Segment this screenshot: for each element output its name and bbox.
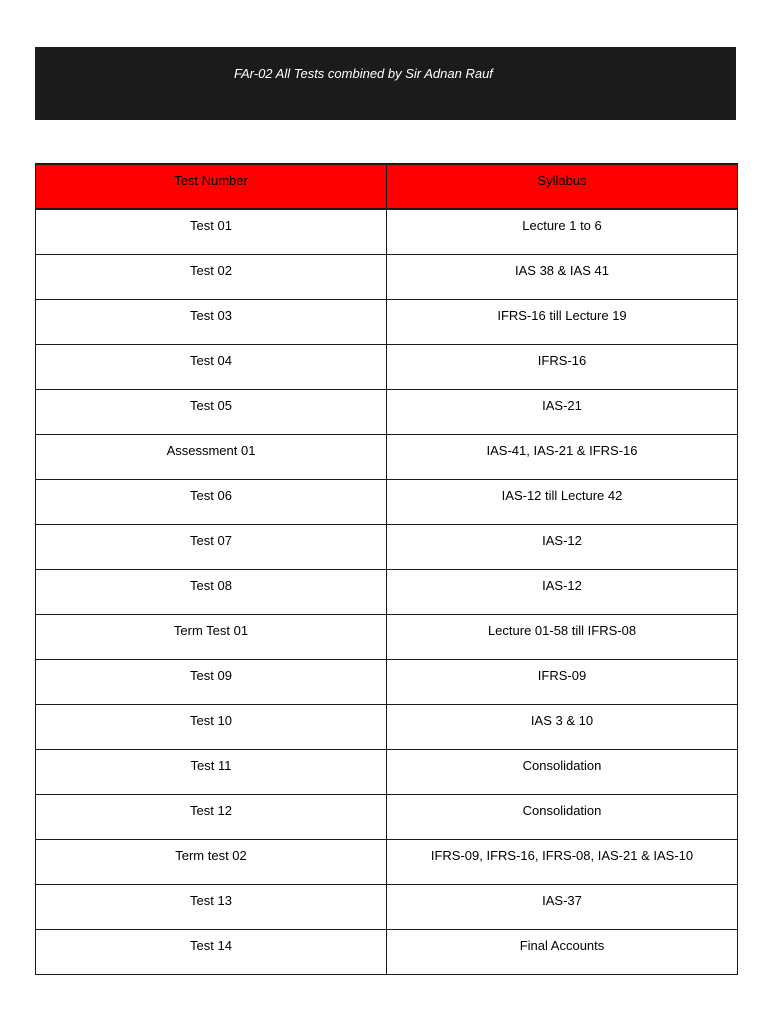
- document-title: FAr-02 All Tests combined by Sir Adnan Rauf: [234, 66, 493, 81]
- cell-syllabus: IAS-37: [387, 884, 738, 929]
- cell-test-number: Test 03: [36, 299, 387, 344]
- table-row: [36, 569, 738, 614]
- cell-test-number: Test 09: [36, 659, 387, 704]
- tests-table: [35, 163, 738, 975]
- cell-test-number: Test 07: [36, 524, 387, 569]
- cell-test-number: Test 12: [36, 794, 387, 839]
- table-row: [36, 209, 738, 254]
- cell-syllabus: IAS 38 & IAS 41: [387, 254, 738, 299]
- table-row: [36, 434, 738, 479]
- cell-test-number: Assessment 01: [36, 434, 387, 479]
- cell-test-number: Term test 02: [36, 839, 387, 884]
- cell-syllabus: IAS-12: [387, 569, 738, 614]
- cell-test-number: Test 01: [36, 209, 387, 254]
- cell-test-number: Test 11: [36, 749, 387, 794]
- cell-test-number: Test 06: [36, 479, 387, 524]
- cell-test-number: Test 04: [36, 344, 387, 389]
- cell-syllabus: Lecture 1 to 6: [387, 209, 738, 254]
- title-banner: [35, 47, 736, 120]
- table-row: [36, 254, 738, 299]
- table-row: [36, 929, 738, 974]
- table-row: [36, 524, 738, 569]
- table-row: [36, 299, 738, 344]
- cell-syllabus: IFRS-09: [387, 659, 738, 704]
- cell-test-number: Test 02: [36, 254, 387, 299]
- cell-syllabus: IAS-12 till Lecture 42: [387, 479, 738, 524]
- cell-syllabus: IAS-12: [387, 524, 738, 569]
- cell-syllabus: IAS-41, IAS-21 & IFRS-16: [387, 434, 738, 479]
- cell-syllabus: Consolidation: [387, 794, 738, 839]
- table-header-row: [36, 164, 738, 209]
- cell-syllabus: Final Accounts: [387, 929, 738, 974]
- table-row: [36, 479, 738, 524]
- table-row: [36, 749, 738, 794]
- cell-syllabus: IFRS-16 till Lecture 19: [387, 299, 738, 344]
- table-row: [36, 344, 738, 389]
- header-syllabus: Syllabus: [387, 164, 738, 209]
- cell-syllabus: IFRS-09, IFRS-16, IFRS-08, IAS-21 & IAS-10: [387, 839, 738, 884]
- table-row: [36, 659, 738, 704]
- cell-test-number: Test 14: [36, 929, 387, 974]
- table-row: [36, 884, 738, 929]
- cell-test-number: Test 13: [36, 884, 387, 929]
- header-test-number: Test Number: [36, 164, 387, 209]
- cell-test-number: Test 08: [36, 569, 387, 614]
- table-row: [36, 704, 738, 749]
- table-row: [36, 794, 738, 839]
- cell-syllabus: IAS-21: [387, 389, 738, 434]
- table-row: [36, 389, 738, 434]
- table-body: [36, 209, 738, 974]
- cell-syllabus: IFRS-16: [387, 344, 738, 389]
- cell-test-number: Test 05: [36, 389, 387, 434]
- cell-syllabus: Consolidation: [387, 749, 738, 794]
- cell-test-number: Term Test 01: [36, 614, 387, 659]
- cell-syllabus: IAS 3 & 10: [387, 704, 738, 749]
- table-row: [36, 839, 738, 884]
- cell-test-number: Test 10: [36, 704, 387, 749]
- cell-syllabus: Lecture 01-58 till IFRS-08: [387, 614, 738, 659]
- table-row: [36, 614, 738, 659]
